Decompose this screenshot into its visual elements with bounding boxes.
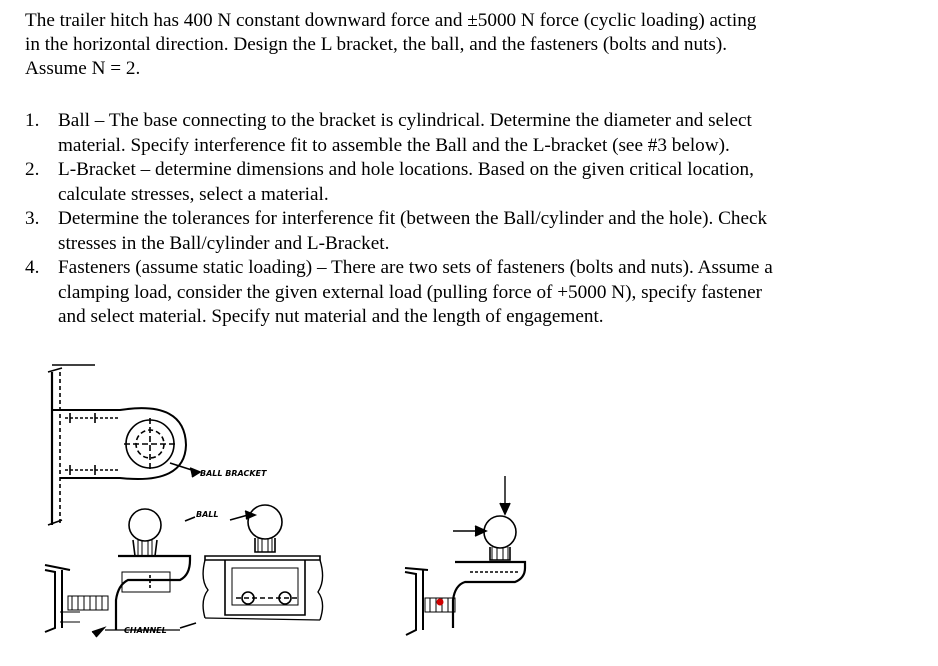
bracket-ball-view <box>185 505 323 620</box>
label-channel: CHANNEL <box>124 626 167 635</box>
intro-line-3: Assume N = 2. <box>25 58 141 79</box>
task-number: 4. <box>25 257 40 278</box>
task-item: 1. Ball – The base connecting to the bracket is cylindrical. Determine the diameter and select material. Specify interference fit to assemble the Ball and the L-bracket (see #3 below). <box>25 110 752 156</box>
problem-statement <box>25 9 875 81</box>
trailer-hitch-drawing <box>0 355 560 655</box>
task-number: 3. <box>25 208 40 229</box>
task-item: 4. Fasteners (assume static loading) – There are two sets of fasteners (bolts and nuts). Assume a clamping load, consider the given external load (pulling force of +5000 N), specify fastener and select material. Specify nut material and the length of engagement. <box>25 257 773 327</box>
bracket-side-view <box>45 509 196 637</box>
intro-line-1: The trailer hitch has 400 N constant downward force and ±5000 N force (cyclic loading) acting <box>25 10 757 31</box>
label-ball: BALL <box>196 510 219 519</box>
label-ball-bracket: BALL BRACKET <box>200 469 267 478</box>
task-number: 2. <box>25 159 40 180</box>
task-item: 2. L-Bracket – determine dimensions and hole locations. Based on the given critical location, calculate stresses, select a material. <box>25 159 754 205</box>
critical-point-marker <box>437 599 444 606</box>
bracket-front-view <box>48 365 200 525</box>
task-list <box>25 109 875 330</box>
task-number: 1. <box>25 110 40 131</box>
task-item: 3. Determine the tolerances for interference fit (between the Ball/cylinder and the hole). Check stresses in the Ball/cylinder and L-Bracket. <box>25 208 768 254</box>
intro-line-2: in the horizontal direction. Design the L bracket, the ball, and the fasteners (bolts and nuts). <box>25 34 728 55</box>
loaded-hitch-view <box>405 476 525 635</box>
